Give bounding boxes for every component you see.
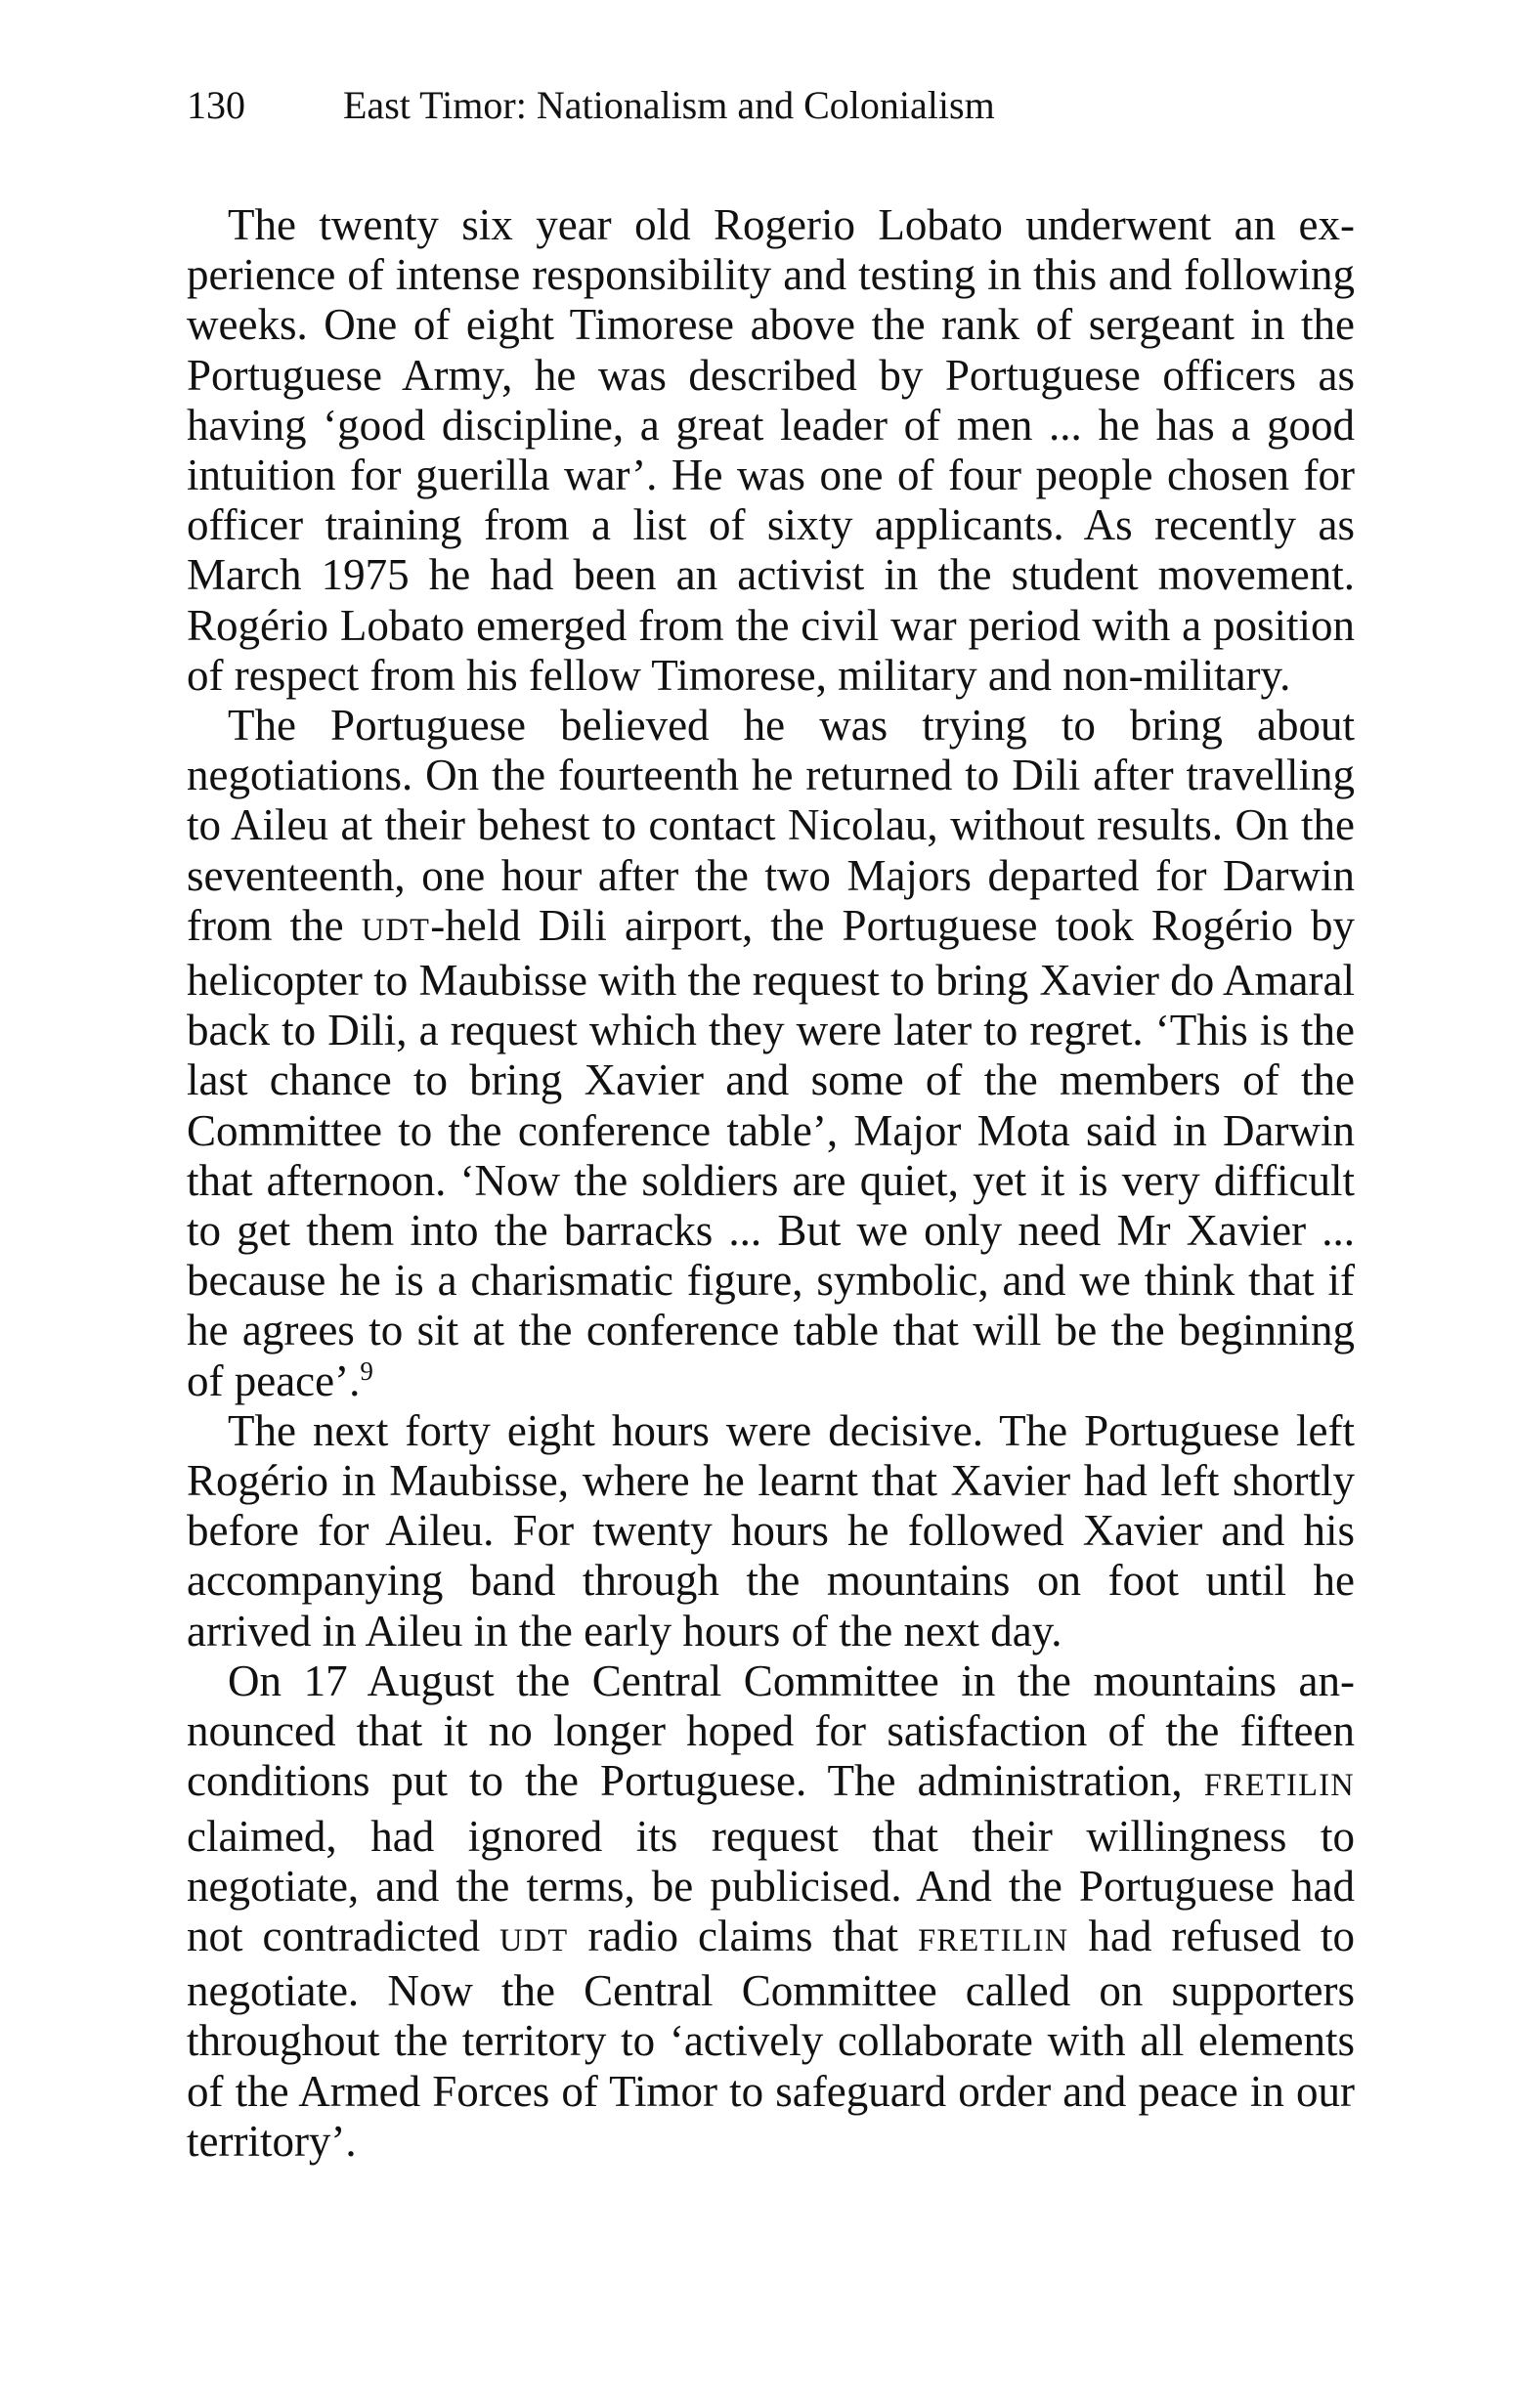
paragraph-text: On 17 August the Central Committee in the mountains announced that it no longer hoped for satisfaction of the fifteen conditions put to the Portuguese. The administration,	[187, 1656, 1355, 1806]
paragraph	[187, 1656, 1355, 2167]
paragraph-text: -held Dili airport, the Portuguese took Rogério by helicopter to Maubisse with the request to bring Xavier do Amaral back to Dili, a request which they were later to regret. ‘This is the last chance to bring Xavier and some of the members of the Committee to the conference table’, Major Mota said in Darwin that afternoon. ‘Now the soldiers are quiet, yet it is very difficult to get them into the barracks ... But we only need Mr Xavier ... because he is a charismatic figure, symbolic, and we think that if he agrees to sit at the conference table that will be the beginning of peace’.	[187, 900, 1355, 1405]
abbreviation-fretilin: FRETILIN	[918, 1922, 1069, 1958]
paragraph	[187, 701, 1355, 1406]
paragraph-text: radio claims that	[568, 1911, 919, 1960]
body-text	[187, 200, 1355, 2167]
abbreviation-udt: UDT	[499, 1922, 569, 1958]
page-header	[187, 76, 1360, 135]
abbreviation-udt: UDT	[361, 912, 431, 948]
paragraph	[187, 1406, 1355, 1656]
paragraph-text: The Portuguese believed he was trying to bring about negotiations. On the fourteenth he returned to Dili after travelling to Aileu at their behest to contact Nicolau, without results. On the seventeenth, one hour after the two Majors departed for Darwin from the	[187, 701, 1355, 950]
abbreviation-fretilin: FRETILIN	[1203, 1768, 1355, 1804]
footnote-marker: 9	[360, 1355, 373, 1386]
paragraph-text: The twenty six year old Rogerio Lobato underwent an experience of intense responsibility and testing in this and following weeks. One of eight Timorese above the rank of sergeant in the Portuguese Army, he was described by Portuguese officers as having ‘good discipline, a great leader of men ... he has a good intuition for guerilla war’. He was one of four people chosen for officer training from a list of sixty applicants. As recently as March 1975 he had been an activist in the student movement. Rogério Lobato emerged from the civil war period with a position of respect from his fellow Timorese, military and non-military.	[187, 200, 1355, 700]
paragraph-text: claimed, had ignored its request that their willingness to negotiate, and the terms, be publicised. And the Portuguese had not contradicted	[187, 1811, 1355, 1960]
paragraph-text: The next forty eight hours were decisive. The Portuguese left Rogério in Maubisse, where he learnt that Xavier had left shortly before for Aileu. For twenty hours he followed Xavier and his accompanying band through the mountains on foot until he arrived in Aileu in the early hours of the next day.	[187, 1405, 1355, 1656]
paragraph-text: had refused to negotiate. Now the Central Committee called on supporters throughout the territory to ‘actively collaborate with all elements of the Armed Forces of Timor to safeguard order and peace in our territory’.	[187, 1911, 1356, 2166]
page-number: 130	[187, 83, 245, 127]
paragraph	[187, 200, 1355, 701]
running-title: East Timor: Nationalism and Colonialism	[343, 83, 995, 127]
